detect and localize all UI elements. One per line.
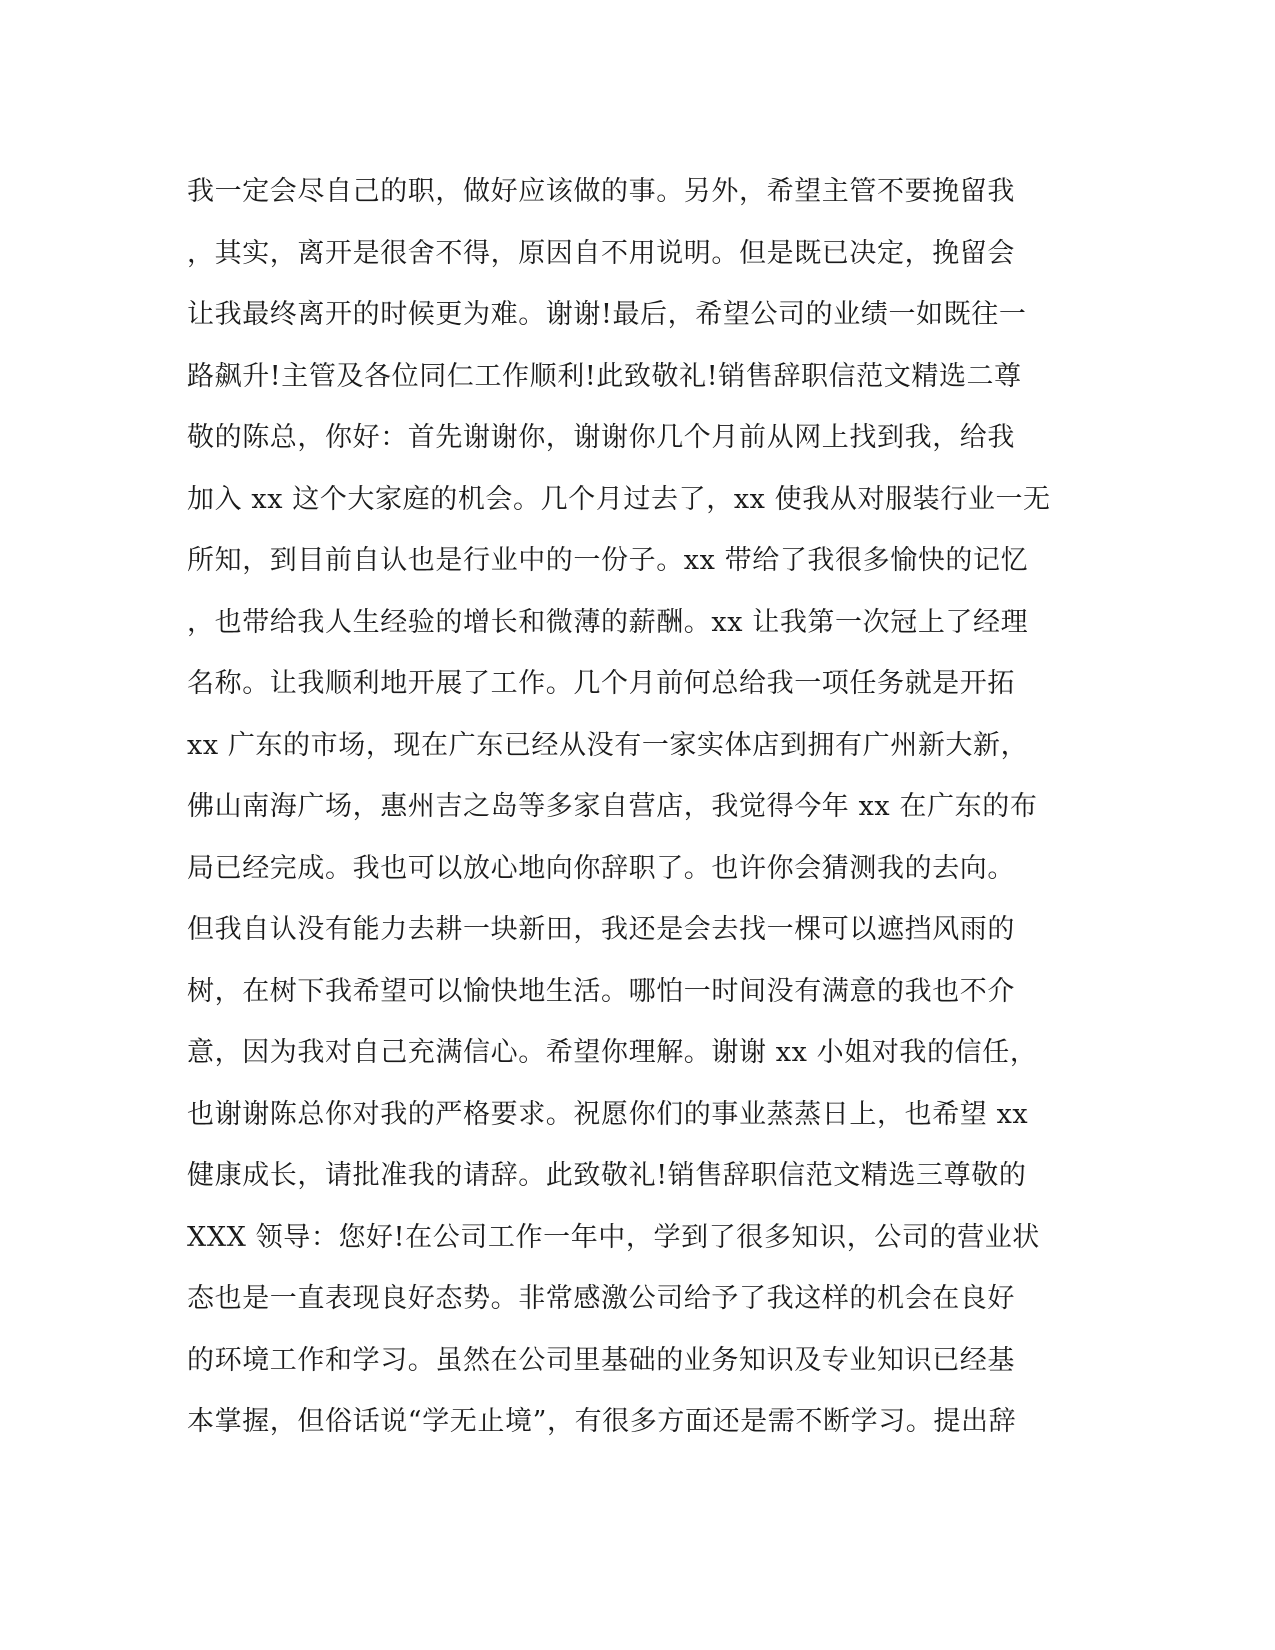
text-line: ，也带给我人生经验的增长和微薄的薪酬。xx 让我第一次冠上了经理 [187,606,1029,638]
text-line: XXX 领导：您好!在公司工作一年中，学到了很多知识，公司的营业状 [187,1221,1040,1253]
text-line: 健康成长，请批准我的请辞。此致敬礼!销售辞职信范文精选三尊敬的 [187,1160,1027,1191]
text-line: 所知，到目前自认也是行业中的一份子。xx 带给了我很多愉快的记忆 [187,545,1029,576]
text-line: 但我自认没有能力去耕一块新田，我还是会去找一棵可以遮挡风雨的 [187,914,1015,945]
text-line: 加入 xx 这个大家庭的机会。几个月过去了，xx 使我从对服装行业一无 [187,483,1051,515]
text-line: 意，因为我对自己充满信心。希望你理解。谢谢 xx 小姐对我的信任， [187,1037,1038,1068]
text-line: 让我最终离开的时候更为难。谢谢!最后，希望公司的业绩一如既往一 [187,299,1027,330]
text-line: 本掌握，但俗话说“学无止境”，有很多方面还是需不断学习。提出辞 [187,1406,1017,1437]
text-line: 敬的陈总，你好：首先谢谢你，谢谢你几个月前从网上找到我，给我 [187,422,1015,453]
text-line: ，其实，离开是很舍不得，原因自不用说明。但是既已决定，挽留会 [187,237,1015,269]
text-line: 佛山南海广场，惠州吉之岛等多家自营店，我觉得今年 xx 在广东的布 [187,791,1038,822]
text-line: 的环境工作和学习。虽然在公司里基础的业务知识及专业知识已经基 [187,1344,1015,1376]
body-text [187,161,1087,1453]
text-line: 名称。让我顺利地开展了工作。几个月前何总给我一项任务就是开拓 [187,668,1015,699]
text-line: 也谢谢陈总你对我的严格要求。祝愿你们的事业蒸蒸日上，也希望 xx [187,1098,1029,1130]
text-line: 树，在树下我希望可以愉快地生活。哪怕一时间没有满意的我也不介 [187,975,1015,1007]
text-line: 我一定会尽自己的职，做好应该做的事。另外，希望主管不要挽留我 [187,176,1015,207]
text-line: 态也是一直表现良好态势。非常感激公司给予了我这样的机会在良好 [187,1283,1015,1314]
text-line: xx 广东的市场，现在广东已经从没有一家实体店到拥有广州新大新， [187,729,1029,761]
text-line: 路飙升!主管及各位同仁工作顺利!此致敬礼!销售辞职信范文精选二尊 [187,360,1022,392]
text-line: 局已经完成。我也可以放心地向你辞职了。也许你会猜测我的去向。 [187,852,1015,884]
